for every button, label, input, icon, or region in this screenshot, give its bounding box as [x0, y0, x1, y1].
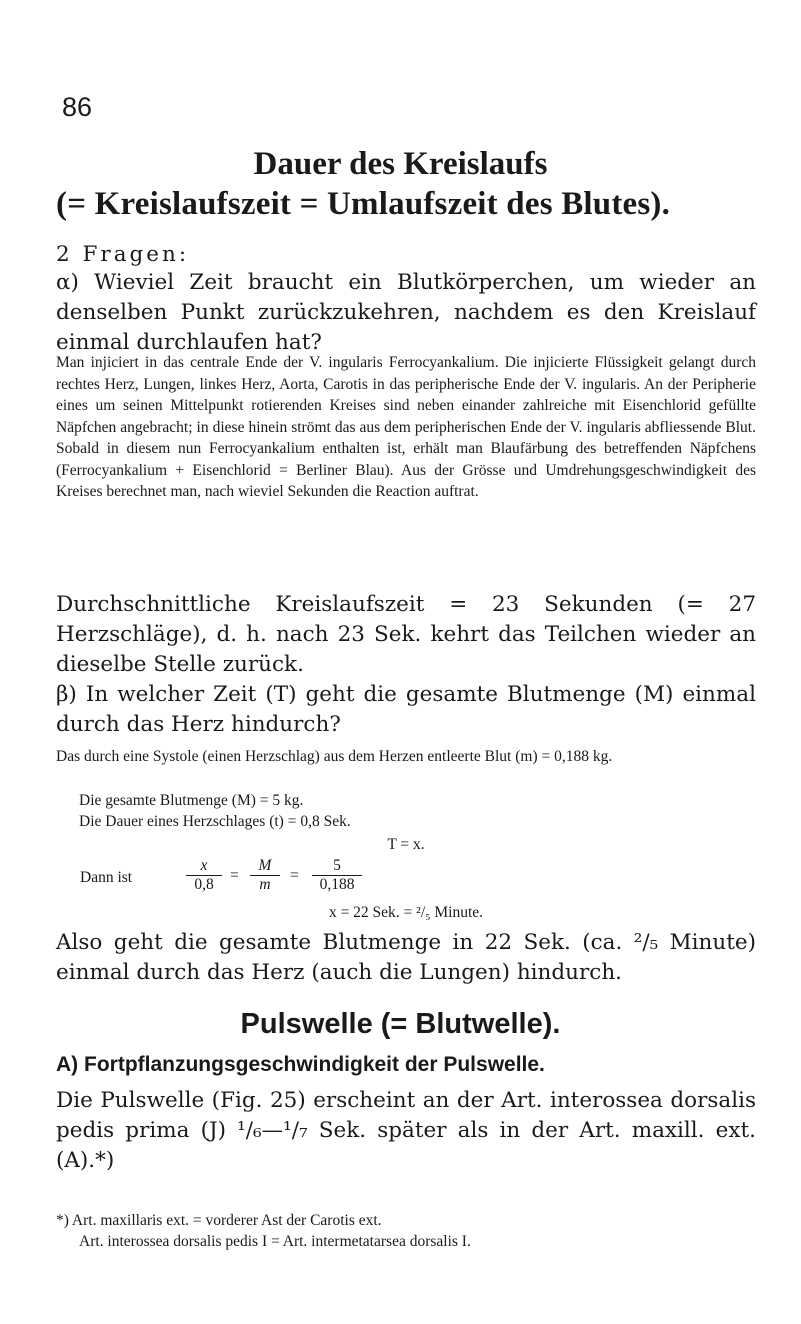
- fraction-denominator: m: [259, 876, 271, 893]
- fraction-denominator: 0,188: [319, 876, 355, 893]
- chapter-title: Dauer des Kreislaufs: [253, 146, 548, 182]
- calc-beta-line2: Die gesamte Blutmenge (M) = 5 kg.: [79, 792, 304, 809]
- subsection-heading: A) Fortpflanzungsgeschwindigkeit der Pulswelle.: [56, 1053, 545, 1076]
- fraction-numerator: x: [186, 857, 222, 876]
- footnote-line2: Art. interossea dorsalis pedis I = Art. intermetatarsea dorsalis I.: [79, 1233, 471, 1250]
- equals-sign: =: [230, 867, 239, 884]
- fraction-denominator: 0,8: [194, 876, 214, 893]
- fraction-numerator: 5: [312, 857, 362, 876]
- calc-beta-line3: Die Dauer eines Herzschlages (t) = 0,8 Sek.: [79, 813, 351, 830]
- question-alpha: α) Wieviel Zeit braucht ein Blutkörperchen, um wieder an denselben Punkt zurückzukehren, nachdem es den Kreislauf einmal durchlaufen hat?: [56, 270, 756, 355]
- method-alpha-paragraph: Man injiciert in das centrale Ende der V. ingularis Ferrocyankalium. Die injicierte Flüssigkeit gelangt durch rechtes Herz, Lungen, linkes Herz, Aorta, Carotis in das peripherische Ende der V. ingularis. An der Peripherie eines um seinen Mittelpunkt rotierenden Kreises sind neben einander zahlreiche mit Eisenchlorid gefüllte Näpfchen angebracht; in diese hinein strömt das aus dem peripherischen Ende der V. ingularis abfliessende Blut. Sobald in diesem nun Ferrocyankalium enthalten ist, erhält man Blaufärbung des betreffenden Näpfchens (Ferrocyankalium + Eisenchlorid = Berliner Blau). Aus der Grösse und Umdrehungsgeschwindigkeit des Kreises berechnet man, nach wieviel Sekunden die Reaction auftrat.: [56, 354, 756, 500]
- question-beta: β) In welcher Zeit (T) geht die gesamte Blutmenge (M) einmal durch das Herz hindurch?: [56, 682, 756, 737]
- footnote-line1: *) Art. maxillaris ext. = vorderer Ast der Carotis ext.: [56, 1212, 382, 1229]
- section-heading: Pulswelle (= Blutwelle).: [240, 1008, 561, 1040]
- fraction-5-over-0188: [312, 857, 362, 894]
- calc-beta-line4: T = x.: [387, 836, 425, 853]
- fraction-x-over-t: [186, 857, 222, 894]
- dann-ist-label: Dann ist: [80, 869, 133, 886]
- pulse-wave-paragraph: Die Pulswelle (Fig. 25) erscheint an der Art. interossea dorsalis pedis prima (J) ¹/₆—¹/₇ Sek. später als in der Art. maxill. ext. (A).*): [56, 1088, 756, 1173]
- result-alpha-paragraph: Durchschnittliche Kreislaufszeit = 23 Sekunden (= 27 Herzschläge), d. h. nach 23 Sek. kehrt das Teilchen wieder an dieselbe Stelle zurück.: [56, 592, 756, 677]
- questions-label: 2 Fragen:: [56, 242, 190, 267]
- result-beta-paragraph: Also geht die gesamte Blutmenge in 22 Sek. (ca. ²/₅ Minute) einmal durch das Herz (auch die Lungen) hindurch.: [56, 930, 756, 985]
- equals-sign: =: [290, 867, 299, 884]
- chapter-subtitle: (= Kreislaufszeit = Umlaufszeit des Blutes).: [56, 186, 671, 222]
- fraction-M-over-m: [250, 857, 280, 894]
- calc-beta-result: x = 22 Sek. = ²/₅ Minute.: [328, 904, 484, 921]
- page-number: 86: [62, 92, 93, 122]
- fraction-numerator: M: [250, 857, 280, 876]
- calc-beta-line1: Das durch eine Systole (einen Herzschlag) aus dem Herzen entleerte Blut (m) = 0,188 kg.: [56, 748, 613, 765]
